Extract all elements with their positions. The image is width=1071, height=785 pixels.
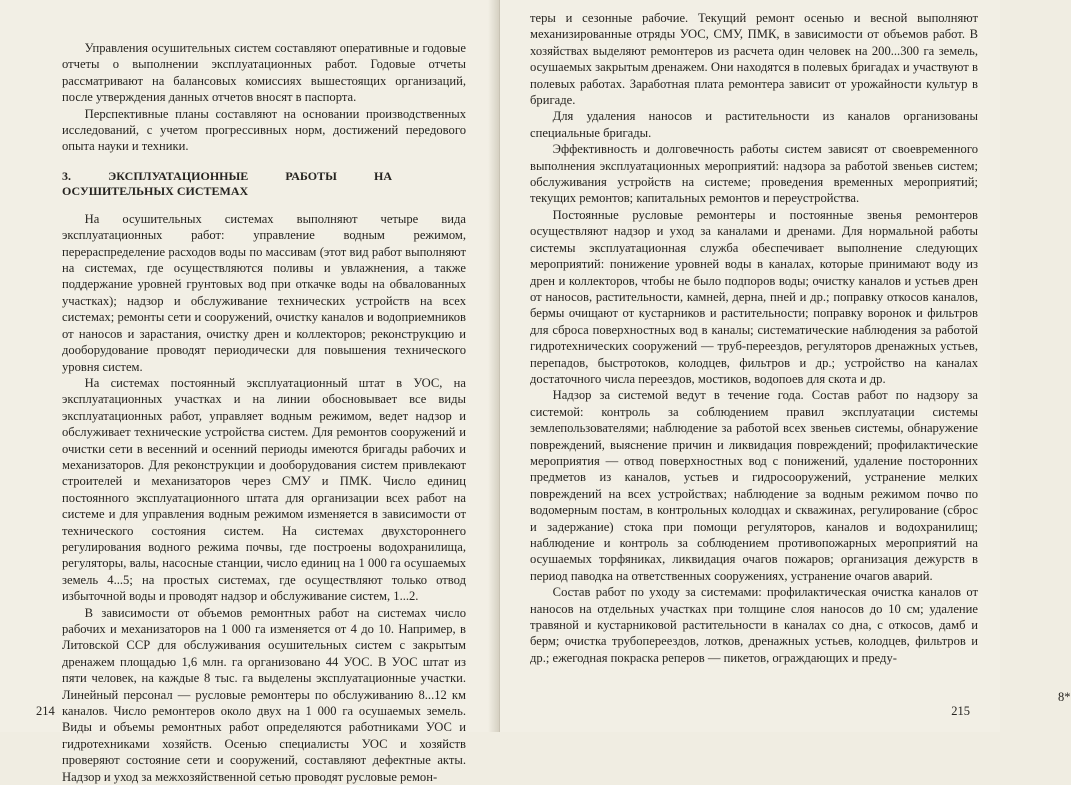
paragraph-continued: теры и сезонные рабочие. Текущий ремонт осенью и весной выполняют механизированные отряды УОС, СМУ, ПМК, в зависимости от объемов работ. В хозяйствах выделяют ремонтеров из расчета один человек на 200...300 га земель, осушаемых закрытым дренажем. Они находятся в полевых бригадах и участвуют в полевых работах. Заработная плата ремонтера зависит от урожайности культур в бригаде. xyxy=(530,11,978,108)
paragraph-efficiency: Эффективность и долговечность работы систем зависят от своевременного выполнения эксплуатационных мероприятий: надзора за работой звеньев систем; обслуживания устройств на системе; проведения временных мероприятий; текущих ремонтов; капитальных ремонтов и переустройства. xyxy=(530,142,978,206)
paragraph-channel-maintenance: Постоянные русловые ремонтеры и постоянные звенья ремонтеров осуществляют надзор и уход за каналами и дренами. Для нормальной работы системы эксплуатационная служба обеспечивает выполнение следующих мероприятий: понижение уровней воды в каналах, которые принимают воду из дрен и коллекторов, чтобы не было подпоров воды; очистку каналов и устьев дрен от наносов, растительности, камней, дерна, пней и др.; поправку откосов каналов, бермы очищают от кустарников и растительности; поправку воронок и фильтров для сброса поверхностных вод в каналы; систематические наблюдения за работой гидротехнических сооружений — труб-переездов, регуляторов дренажных устьев, перепадов, быстротоков, колодцев, фильтров и др.; устройство на каналах достаточного числа переездов, мостиков, водопоев для скота и др. xyxy=(530,207,978,386)
paragraph-repair-workers: В зависимости от объемов ремонтных работ на системах число рабочих и механизаторов на 1 000 га изменяется от 4 до 10. Например, в Литовской ССР для обслуживания осушительных систем с закрытым дренажем площадью 1,6 млн. га организовано 44 УОС. В УОС штат из пяти человек, на каждые 8 тыс. га выделены эксплуатационные участки. Линейный персонал — русловые ремонтеры по обслуживанию 8...12 км каналов. Число ремонтеров около двух на 1 000 га осушаемых земель. Виды и объемы ремонтных работ определяются работниками УОС и гидротехниками хозяйств. Осенью специалисты УОС и хозяйств проверяют состояние сети и сооружений, составляют дефектные акты. Надзор и уход за межхозяйственной сетью проводят русловые ремон- xyxy=(62,605,466,784)
page-number-left: 214 xyxy=(36,704,55,718)
paragraph-system-supervision: Надзор за системой ведут в течение года. Состав работ по надзору за системой: контроль за соблюдением правил эксплуатации системы землепользователями; наблюдение за работой всех звеньев системы, обнаружение повреждений, выяснение причин и ликвидация повреждений; профилактические мероприятия — отвод поверхностных вод с понижений, удаление посторонних предметов из каналов, устьев и гидросооружений, устранение мелких повреждений на всех устройствах; наблюдение за водным режимом почво по водомерным постам, в контрольных колодцах и скважинах, регулирование (сброс и задержание) стока при помощи регуляторов, каналов и водохранилищ; наблюдение и контроль за соблюдением противопожарных мероприятий на осушаемых торфяниках, ликвидация очагов пожаров; организация дежурств в период паводка на ответственных сооружениях, устранение очагов аварий. xyxy=(530,388,978,583)
paragraph-four-kinds-of-work: На осушительных системах выполняют четыре вида эксплуатационных работ: управление водным режимом, перераспределение расходов воды по массивам (этот вид работ выполняют на системах, где осуществляются поливы и увлажнения, а также поддержание уровней грунтовых вод при откачке воды на обвалованных участках); надзор и обслуживание технических устройств на всех системах; ремонты сети и сооружений, очистку каналов и водоприемников от наносов и зарастания, очистку дрен и коллекторов; реконструкцию и дооборудование проводят периодически для повышения технического уровня систем. xyxy=(62,211,466,374)
signature-mark: 8* xyxy=(1058,690,1071,704)
paragraph-permanent-staff: На системах постоянный эксплуатационный штат в УОС, на эксплуатационных участках и на линии обосновывает все виды эксплуатационных работ, управляет водным режимом, ведет надзор и обслуживает технические устройства систем. Для ремонтов сооружений и очистки сети в весенний и осенний периоды имеются бригады рабочих и механизаторов. Для реконструкции и дооборудования систем привлекают строителей и механизаторов через СМУ и ПМК. Число единиц постоянного эксплуатационного штата для организации всех работ на системе и для управления водным режимом изменяется в зависимости от технического состояния систем. На системах двухстороннего регулирования водного режима почвы, где построены водохранилища, регуляторы, валы, насосные станции, число единиц на 1 000 га осушаемых земель 4...5; на простых системах, где осуществляют только отвод избыточной воды и проводят надзор и обслуживание систем, 1...2. xyxy=(62,375,466,604)
right-page xyxy=(500,0,1071,732)
paragraph-special-brigades: Для удаления наносов и растительности из каналов организованы специальные бригады. xyxy=(530,109,978,140)
left-page-text xyxy=(62,40,466,785)
right-page-text xyxy=(530,10,978,666)
section-heading: 3. ЭКСПЛУАТАЦИОННЫЕ РАБОТЫ НА ОСУШИТЕЛЬНЫХ СИСТЕМАХ xyxy=(62,168,392,198)
page-number-right: 215 xyxy=(951,704,970,718)
left-page xyxy=(0,0,496,784)
paragraph-care-works: Состав работ по уходу за системами: профилактическая очистка каналов от наносов на отдельных участках при толщине слоя наносов до 10 см; удаление травяной и кустарниковой растительности в каналах со дна, с откосов, дамб и берм; очистка трубопереездов, лотков, дренажных устьев, колодцев, фильтров и др.; ежегодная покраска реперов — пикетов, ограждающих и преду- xyxy=(530,585,978,665)
paragraph-reports: Управления осушительных систем составляют оперативные и годовые отчеты о выполнении эксплуатационных работ. Годовые отчеты рассматривают на балансовых комиссиях вышестоящих организаций, после утверждения данных отчетов вносят в паспорта. xyxy=(62,41,466,105)
paragraph-perspective-plans: Перспективные планы составляют на основании производственных исследований, с учетом прогрессивных норм, достижений передового опыта науки и техники. xyxy=(62,106,466,154)
